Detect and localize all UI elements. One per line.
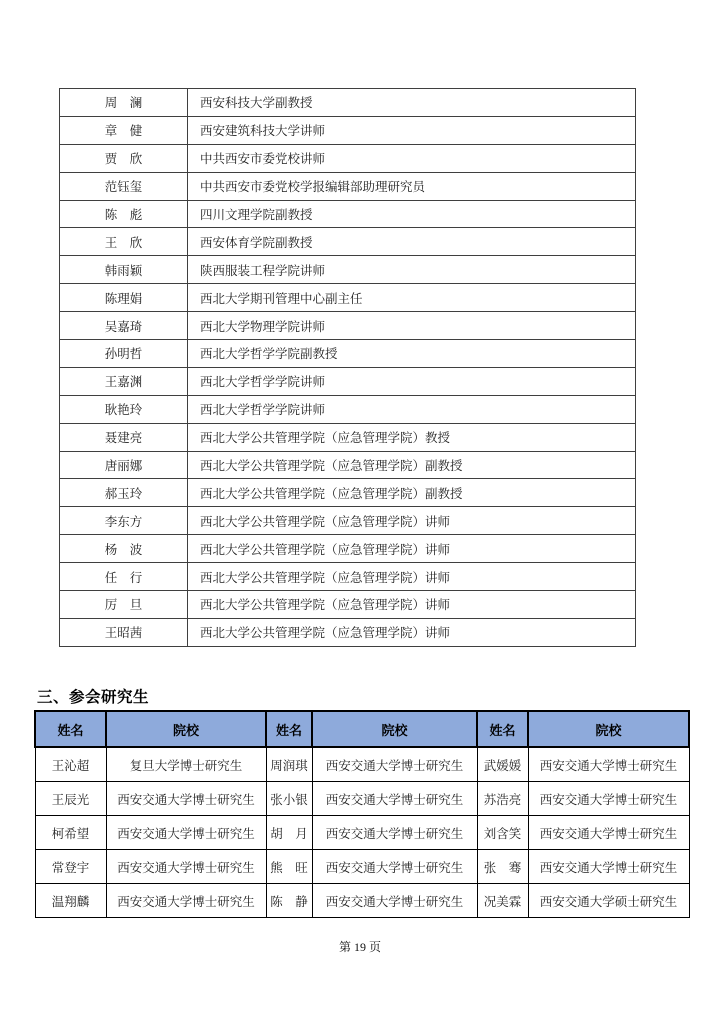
faculty-table [59, 88, 636, 647]
student-name-cell: 张小银 [266, 782, 312, 816]
faculty-name-cell: 厉 旦 [60, 591, 188, 619]
faculty-row [60, 535, 636, 563]
faculty-row [60, 284, 636, 312]
student-school-cell: 西安交通大学博士研究生 [106, 884, 266, 918]
student-name-cell: 柯希望 [35, 816, 106, 850]
student-name-cell: 陈 静 [266, 884, 312, 918]
student-school-cell: 复旦大学博士研究生 [106, 747, 266, 782]
student-school-cell: 西安交通大学博士研究生 [528, 816, 689, 850]
student-name-cell: 况美霖 [477, 884, 528, 918]
faculty-row [60, 340, 636, 368]
faculty-affiliation-cell: 西北大学公共管理学院（应急管理学院）讲师 [188, 591, 636, 619]
student-name-cell: 武媛媛 [477, 747, 528, 782]
faculty-affiliation-cell: 西北大学公共管理学院（应急管理学院）讲师 [188, 507, 636, 535]
student-school-cell: 西安交通大学博士研究生 [106, 782, 266, 816]
faculty-affiliation-cell: 西北大学哲学学院讲师 [188, 395, 636, 423]
faculty-row [60, 507, 636, 535]
faculty-affiliation-cell: 西北大学公共管理学院（应急管理学院）讲师 [188, 563, 636, 591]
section-heading-graduate-students: 三、参会研究生 [37, 689, 150, 706]
faculty-row [60, 116, 636, 144]
students-header-row [35, 711, 689, 747]
faculty-row [60, 423, 636, 451]
student-school-cell: 西安交通大学博士研究生 [312, 816, 477, 850]
faculty-affiliation-cell: 西北大学公共管理学院（应急管理学院）教授 [188, 423, 636, 451]
students-header-name: 姓名 [477, 711, 528, 747]
faculty-name-cell: 陈理娟 [60, 284, 188, 312]
faculty-name-cell: 韩雨颖 [60, 256, 188, 284]
student-name-cell: 胡 月 [266, 816, 312, 850]
faculty-name-cell: 李东方 [60, 507, 188, 535]
faculty-affiliation-cell: 西北大学公共管理学院（应急管理学院）副教授 [188, 451, 636, 479]
faculty-name-cell: 王嘉渊 [60, 367, 188, 395]
student-name-cell: 刘含笑 [477, 816, 528, 850]
student-school-cell: 西安交通大学博士研究生 [312, 850, 477, 884]
faculty-name-cell: 王昭茜 [60, 618, 188, 646]
students-header-name: 姓名 [266, 711, 312, 747]
student-school-cell: 西安交通大学博士研究生 [106, 850, 266, 884]
faculty-name-cell: 孙明哲 [60, 340, 188, 368]
faculty-name-cell: 唐丽娜 [60, 451, 188, 479]
students-table-body [35, 747, 689, 918]
faculty-name-cell: 王 欣 [60, 228, 188, 256]
faculty-name-cell: 郝玉玲 [60, 479, 188, 507]
student-name-cell: 苏浩亮 [477, 782, 528, 816]
faculty-name-cell: 任 行 [60, 563, 188, 591]
student-name-cell: 王辰光 [35, 782, 106, 816]
faculty-row [60, 200, 636, 228]
student-school-cell: 西安交通大学博士研究生 [312, 782, 477, 816]
students-row [35, 850, 689, 884]
students-row [35, 884, 689, 918]
faculty-table-body [60, 89, 636, 647]
students-row [35, 816, 689, 850]
students-header-school: 院校 [528, 711, 689, 747]
student-school-cell: 西安交通大学博士研究生 [528, 747, 689, 782]
faculty-row [60, 479, 636, 507]
faculty-affiliation-cell: 西北大学公共管理学院（应急管理学院）讲师 [188, 618, 636, 646]
student-school-cell: 西安交通大学博士研究生 [528, 782, 689, 816]
page-number: 第 19 页 [338, 940, 381, 954]
faculty-row [60, 89, 636, 117]
faculty-row [60, 256, 636, 284]
students-header-name: 姓名 [35, 711, 106, 747]
faculty-name-cell: 章 健 [60, 116, 188, 144]
students-row [35, 782, 689, 816]
student-name-cell: 熊 旺 [266, 850, 312, 884]
faculty-row [60, 451, 636, 479]
faculty-affiliation-cell: 西安建筑科技大学讲师 [188, 116, 636, 144]
faculty-affiliation-cell: 西北大学哲学学院副教授 [188, 340, 636, 368]
faculty-affiliation-cell: 西北大学期刊管理中心副主任 [188, 284, 636, 312]
faculty-affiliation-cell: 西安科技大学副教授 [188, 89, 636, 117]
students-header-school: 院校 [312, 711, 477, 747]
faculty-name-cell: 陈 彪 [60, 200, 188, 228]
faculty-row [60, 312, 636, 340]
student-school-cell: 西安交通大学博士研究生 [312, 884, 477, 918]
faculty-row [60, 395, 636, 423]
students-row [35, 747, 689, 782]
faculty-affiliation-cell: 西北大学哲学学院讲师 [188, 367, 636, 395]
faculty-affiliation-cell: 中共西安市委党校学报编辑部助理研究员 [188, 172, 636, 200]
student-name-cell: 张 骞 [477, 850, 528, 884]
faculty-affiliation-cell: 西北大学公共管理学院（应急管理学院）副教授 [188, 479, 636, 507]
faculty-name-cell: 聂建亮 [60, 423, 188, 451]
faculty-row [60, 367, 636, 395]
faculty-affiliation-cell: 中共西安市委党校讲师 [188, 144, 636, 172]
faculty-row [60, 228, 636, 256]
faculty-name-cell: 贾 欣 [60, 144, 188, 172]
faculty-affiliation-cell: 西安体育学院副教授 [188, 228, 636, 256]
student-school-cell: 西安交通大学博士研究生 [312, 747, 477, 782]
student-name-cell: 王沁超 [35, 747, 106, 782]
faculty-affiliation-cell: 西北大学物理学院讲师 [188, 312, 636, 340]
faculty-name-cell: 耿艳玲 [60, 395, 188, 423]
faculty-affiliation-cell: 西北大学公共管理学院（应急管理学院）讲师 [188, 535, 636, 563]
faculty-name-cell: 吴嘉琦 [60, 312, 188, 340]
faculty-name-cell: 范钰玺 [60, 172, 188, 200]
faculty-row [60, 144, 636, 172]
student-school-cell: 西安交通大学硕士研究生 [528, 884, 689, 918]
faculty-affiliation-cell: 四川文理学院副教授 [188, 200, 636, 228]
faculty-affiliation-cell: 陕西服装工程学院讲师 [188, 256, 636, 284]
faculty-name-cell: 周 澜 [60, 89, 188, 117]
faculty-name-cell: 杨 波 [60, 535, 188, 563]
student-name-cell: 温翔麟 [35, 884, 106, 918]
students-header-school: 院校 [106, 711, 266, 747]
student-name-cell: 常登宇 [35, 850, 106, 884]
student-name-cell: 周润琪 [266, 747, 312, 782]
faculty-row [60, 172, 636, 200]
faculty-row [60, 618, 636, 646]
faculty-row [60, 591, 636, 619]
faculty-row [60, 563, 636, 591]
student-school-cell: 西安交通大学博士研究生 [106, 816, 266, 850]
student-school-cell: 西安交通大学博士研究生 [528, 850, 689, 884]
students-table [34, 710, 690, 918]
